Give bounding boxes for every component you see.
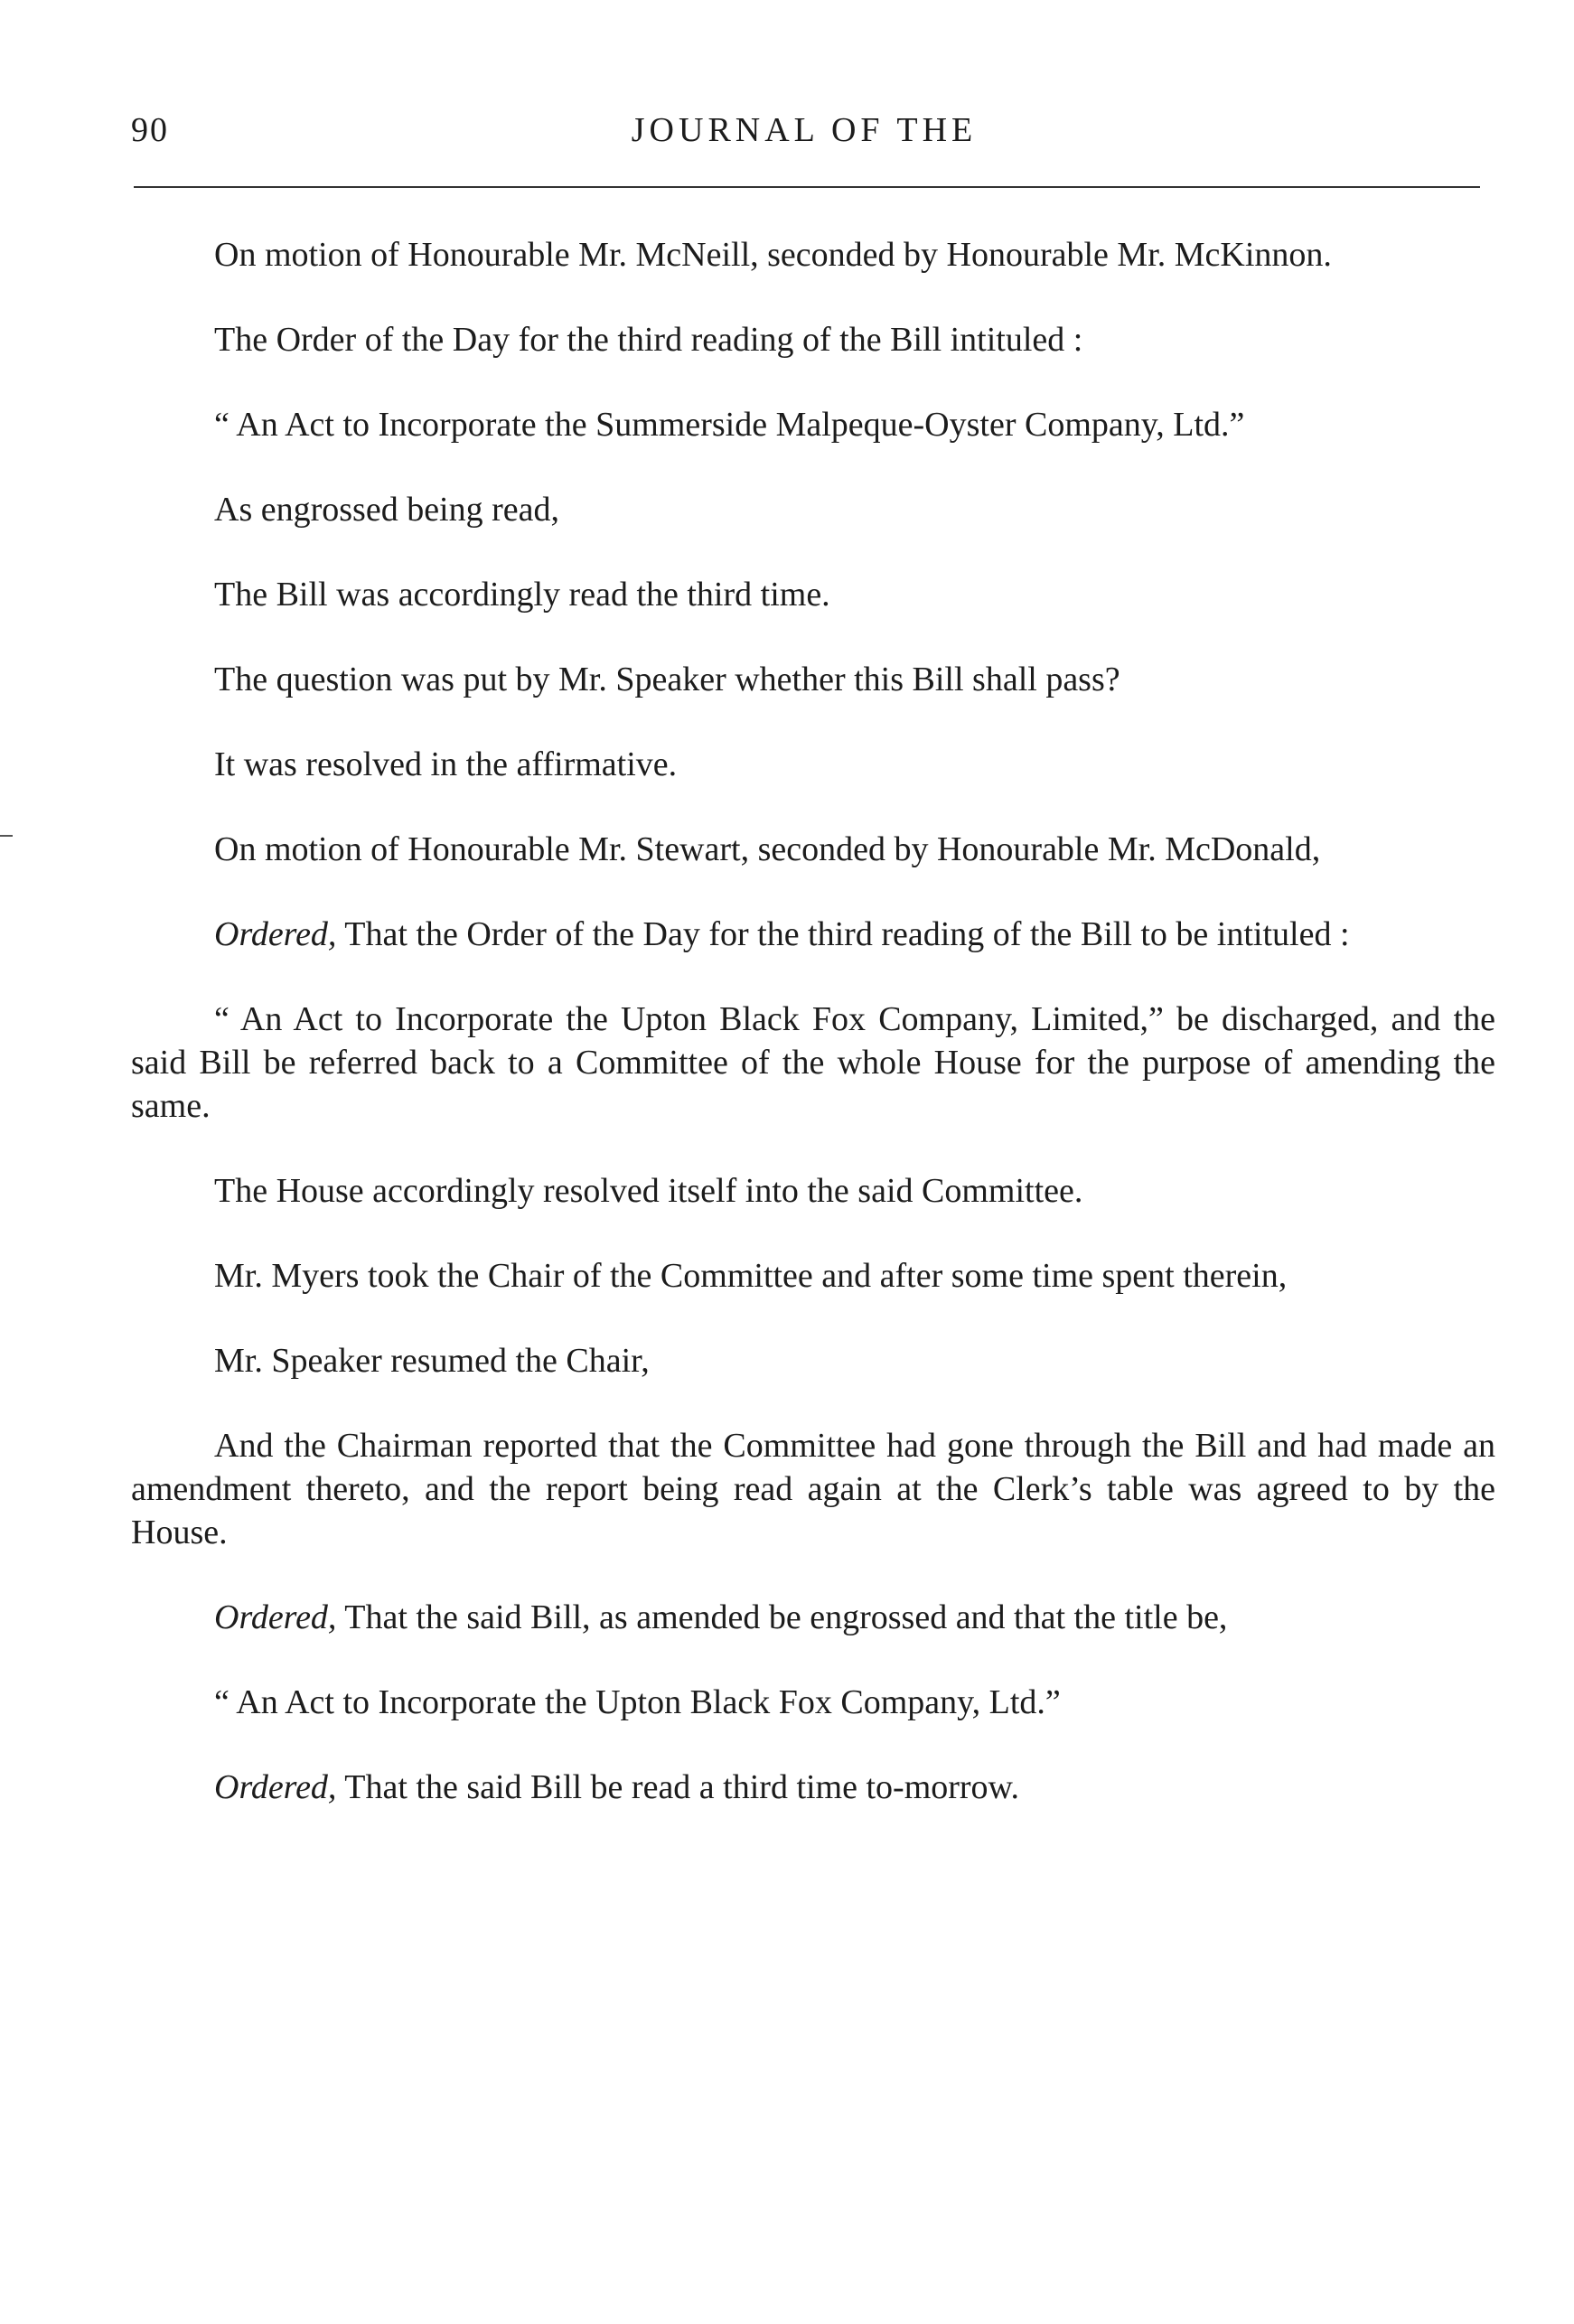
- paragraph-bill-title-upton-ltd: “ An Act to Incorporate the Upton Black Fox Company, Ltd.”: [214, 1683, 1061, 1721]
- margin-mark: [0, 835, 13, 837]
- ordered-lead: Ordered,: [214, 1598, 337, 1636]
- running-head: JOURNAL OF THE: [631, 111, 978, 149]
- paragraph-engrossed: As engrossed being read,: [214, 491, 560, 529]
- paragraph-order-of-day: The Order of the Day for the third reading of the Bill intituled :: [214, 321, 1083, 359]
- paragraph-third-reading: The Bill was accordingly read the third time.: [214, 576, 830, 614]
- ordered-lead: Ordered,: [214, 915, 337, 953]
- paragraph-bill-title-upton: “ An Act to Incorporate the Upton Black Fox Company, Limited,” be discharged, and the said Bill be referred back to a Committee of the whole House for the purpose of amending the same.: [131, 1000, 1495, 1125]
- paragraph-bill-title-summerside: “ An Act to Incorporate the Summerside Malpeque-Oyster Company, Ltd.”: [214, 406, 1245, 444]
- paragraph-resolved: It was resolved in the affirmative.: [214, 745, 678, 783]
- paragraph-motion-stewart: On motion of Honourable Mr. Stewart, seconded by Honourable Mr. McDonald,: [214, 830, 1321, 868]
- paragraph-ordered-tomorrow: Ordered, That the said Bill be read a third time to-morrow.: [214, 1768, 1020, 1806]
- ordered-lead: Ordered,: [214, 1768, 337, 1806]
- paragraph-speaker-resumed: Mr. Speaker resumed the Chair,: [214, 1342, 650, 1380]
- paragraph-question: The question was put by Mr. Speaker whether this Bill shall pass?: [214, 661, 1120, 698]
- header-rule: [134, 186, 1480, 188]
- journal-body: [131, 233, 1495, 1809]
- paragraph-chairman-report: And the Chairman reported that the Committee had gone through the Bill and had made an amendment thereto, and the report being read again at the Clerk’s table was agreed to by the House.: [131, 1427, 1495, 1551]
- paragraph-myers-chair: Mr. Myers took the Chair of the Committee and after some time spent therein,: [214, 1257, 1288, 1295]
- paragraph-motion-mcneill: On motion of Honourable Mr. McNeill, seconded by Honourable Mr. McKinnon.: [214, 236, 1332, 274]
- paragraph-committee: The House accordingly resolved itself into the said Committee.: [214, 1172, 1083, 1210]
- paragraph-ordered-engrossed: Ordered, That the said Bill, as amended be engrossed and that the title be,: [214, 1598, 1228, 1636]
- page-header: [131, 110, 1477, 164]
- paragraph-ordered-discharge: Ordered, That the Order of the Day for the third reading of the Bill to be intituled :: [214, 915, 1350, 953]
- page-number: 90: [131, 111, 169, 149]
